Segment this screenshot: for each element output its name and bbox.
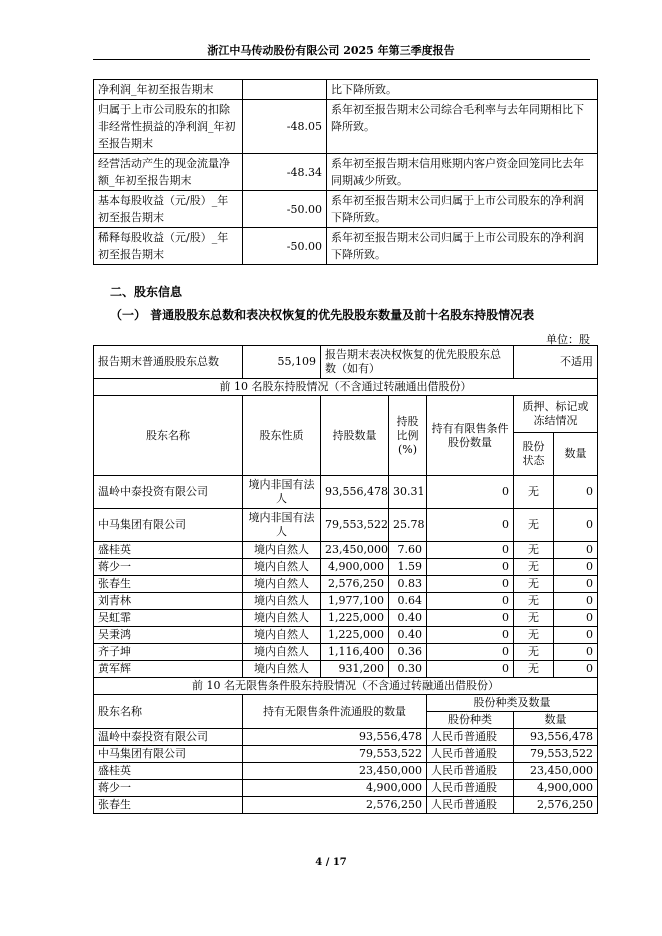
header-ratio: 持股比例(%) — [389, 396, 427, 476]
item-cell: 净利润_年初至报告期末 — [94, 80, 243, 100]
holder-name: 张春生 — [94, 576, 243, 593]
holder-nature: 境内自然人 — [243, 576, 321, 593]
item-cell: 基本每股收益（元/股）_年初至报告期末 — [94, 191, 243, 228]
table-row — [94, 797, 598, 814]
holder-nature: 境内自然人 — [243, 610, 321, 627]
table-row — [94, 191, 598, 228]
table-row — [94, 763, 598, 780]
holder-qty: 0 — [554, 593, 598, 610]
holder-qty: 0 — [554, 627, 598, 644]
holder-status: 无 — [514, 509, 554, 542]
table-row — [94, 644, 598, 661]
item-cell: 稀释每股收益（元/股）_年初至报告期末 — [94, 228, 243, 265]
holder-status: 无 — [514, 559, 554, 576]
holder-name: 黄军辉 — [94, 661, 243, 678]
holder-status: 无 — [514, 593, 554, 610]
holder-restricted: 0 — [427, 644, 514, 661]
unrestricted-shares: 23,450,000 — [243, 763, 427, 780]
unrestricted-qty: 2,576,250 — [514, 797, 598, 814]
unrestricted-shares: 79,553,522 — [243, 746, 427, 763]
unrestricted-header-type: 股份种类 — [427, 712, 514, 729]
unit-label: 单位：股 — [546, 333, 590, 346]
header-pledge-qty: 数量 — [554, 433, 598, 476]
holder-name: 齐子坤 — [94, 644, 243, 661]
holder-ratio: 30.31 — [389, 476, 427, 509]
holder-name: 盛桂英 — [94, 542, 243, 559]
holder-nature: 境内自然人 — [243, 644, 321, 661]
unrestricted-header-shares: 持有无限售条件流通股的数量 — [243, 695, 427, 729]
holder-ratio: 0.30 — [389, 661, 427, 678]
reason-cell: 系年初至报告期末公司综合毛利率与去年同期相比下降所致。 — [327, 100, 598, 154]
holder-status: 无 — [514, 627, 554, 644]
holder-restricted: 0 — [427, 627, 514, 644]
item-cell: 归属于上市公司股东的扣除非经常性损益的净利润_年初至报告期末 — [94, 100, 243, 154]
pref-value: 不适用 — [514, 346, 598, 379]
table-row — [94, 80, 598, 100]
unrestricted-header-type-group: 股份种类及数量 — [427, 695, 598, 712]
holder-status: 无 — [514, 576, 554, 593]
table-row — [94, 780, 598, 797]
unrestricted-title: 前 10 名无限售条件股东持股情况（不含通过转融通出借股份） — [94, 678, 598, 695]
table-row — [94, 542, 598, 559]
header-nature: 股东性质 — [243, 396, 321, 476]
holder-ratio: 0.64 — [389, 593, 427, 610]
table-row — [94, 154, 598, 191]
unrestricted-type: 人民币普通股 — [427, 780, 514, 797]
top10-title: 前 10 名股东持股情况（不含通过转融通出借股份） — [94, 379, 598, 396]
holder-status: 无 — [514, 610, 554, 627]
holder-name: 中马集团有限公司 — [94, 509, 243, 542]
header-divider — [93, 59, 590, 60]
holder-nature: 境内非国有法人 — [243, 476, 321, 509]
holder-ratio: 0.36 — [389, 644, 427, 661]
header-restricted: 持有有限售条件股份数量 — [427, 396, 514, 476]
table-row — [94, 509, 598, 542]
holder-ratio: 7.60 — [389, 542, 427, 559]
page-header: 浙江中马传动股份有限公司 2025 年第三季度报告 — [207, 44, 455, 57]
unrestricted-type: 人民币普通股 — [427, 746, 514, 763]
value-cell: -48.34 — [243, 154, 327, 191]
holder-restricted: 0 — [427, 559, 514, 576]
reason-cell: 系年初至报告期末信用账期内客户资金回笼同比去年同期减少所致。 — [327, 154, 598, 191]
holder-qty: 0 — [554, 476, 598, 509]
reason-cell: 比下降所致。 — [327, 80, 598, 100]
total-value: 55,109 — [243, 346, 321, 379]
table-row — [94, 100, 598, 154]
holder-qty: 0 — [554, 576, 598, 593]
header-row — [94, 396, 598, 433]
section-title: 二、股东信息 — [110, 285, 183, 299]
header-name: 股东名称 — [94, 396, 243, 476]
item-cell: 经营活动产生的现金流量净额_年初至报告期末 — [94, 154, 243, 191]
page-number: 4 / 17 — [315, 857, 347, 868]
table-row — [94, 661, 598, 678]
table-row — [94, 746, 598, 763]
unrestricted-type: 人民币普通股 — [427, 763, 514, 780]
holder-status: 无 — [514, 476, 554, 509]
holder-qty: 0 — [554, 542, 598, 559]
value-cell: -48.05 — [243, 100, 327, 154]
holder-shares: 931,200 — [321, 661, 389, 678]
table-row — [94, 678, 598, 695]
holder-shares: 93,556,478 — [321, 476, 389, 509]
holder-shares: 1,225,000 — [321, 610, 389, 627]
unrestricted-qty: 93,556,478 — [514, 729, 598, 746]
unrestricted-header-qty: 数量 — [514, 712, 598, 729]
unrestricted-name: 张春生 — [94, 797, 243, 814]
holder-restricted: 0 — [427, 593, 514, 610]
unrestricted-shares: 4,900,000 — [243, 780, 427, 797]
header-shares: 持股数量 — [321, 396, 389, 476]
holder-ratio: 0.40 — [389, 627, 427, 644]
holder-status: 无 — [514, 542, 554, 559]
holder-restricted: 0 — [427, 542, 514, 559]
table-row — [94, 346, 598, 379]
header-pledge-status: 股份状态 — [514, 433, 554, 476]
unrestricted-name: 温岭中泰投资有限公司 — [94, 729, 243, 746]
holder-nature: 境内自然人 — [243, 593, 321, 610]
holder-qty: 0 — [554, 661, 598, 678]
holder-name: 温岭中泰投资有限公司 — [94, 476, 243, 509]
table-row — [94, 559, 598, 576]
holder-restricted: 0 — [427, 509, 514, 542]
holder-shares: 23,450,000 — [321, 542, 389, 559]
unrestricted-qty: 4,900,000 — [514, 780, 598, 797]
holder-shares: 79,553,522 — [321, 509, 389, 542]
table-row — [94, 476, 598, 509]
reason-cell: 系年初至报告期末公司归属于上市公司股东的净利润下降所致。 — [327, 191, 598, 228]
unrestricted-name: 中马集团有限公司 — [94, 746, 243, 763]
table-row — [94, 610, 598, 627]
holder-nature: 境内非国有法人 — [243, 509, 321, 542]
unrestricted-name: 盛桂英 — [94, 763, 243, 780]
holder-nature: 境内自然人 — [243, 661, 321, 678]
holder-name: 吴秉鸿 — [94, 627, 243, 644]
holder-qty: 0 — [554, 644, 598, 661]
unrestricted-qty: 79,553,522 — [514, 746, 598, 763]
holder-ratio: 0.40 — [389, 610, 427, 627]
unrestricted-shares: 93,556,478 — [243, 729, 427, 746]
holder-restricted: 0 — [427, 661, 514, 678]
unrestricted-type: 人民币普通股 — [427, 797, 514, 814]
unrestricted-shares: 2,576,250 — [243, 797, 427, 814]
holder-restricted: 0 — [427, 610, 514, 627]
holder-nature: 境内自然人 — [243, 542, 321, 559]
holder-restricted: 0 — [427, 476, 514, 509]
holder-nature: 境内自然人 — [243, 559, 321, 576]
holder-restricted: 0 — [427, 576, 514, 593]
holder-ratio: 1.59 — [389, 559, 427, 576]
table-row — [94, 593, 598, 610]
table-row — [94, 729, 598, 746]
holder-shares: 1,116,400 — [321, 644, 389, 661]
table-row — [94, 379, 598, 396]
holder-status: 无 — [514, 644, 554, 661]
holder-ratio: 25.78 — [389, 509, 427, 542]
table-row — [94, 576, 598, 593]
holder-qty: 0 — [554, 509, 598, 542]
value-cell — [243, 80, 327, 100]
total-label: 报告期末普通股股东总数 — [94, 346, 243, 379]
holder-status: 无 — [514, 661, 554, 678]
holder-name: 蒋少一 — [94, 559, 243, 576]
holder-qty: 0 — [554, 559, 598, 576]
reason-cell: 系年初至报告期末公司归属于上市公司股东的净利润下降所致。 — [327, 228, 598, 265]
shareholders-table — [93, 345, 598, 814]
holder-qty: 0 — [554, 610, 598, 627]
holder-ratio: 0.83 — [389, 576, 427, 593]
change-reason-table — [93, 79, 598, 265]
holder-shares: 1,977,100 — [321, 593, 389, 610]
holder-nature: 境内自然人 — [243, 627, 321, 644]
holder-shares: 2,576,250 — [321, 576, 389, 593]
table-row — [94, 627, 598, 644]
header-row — [94, 695, 598, 712]
table-row — [94, 228, 598, 265]
subsection-title: （一） 普通股股东总数和表决权恢复的优先股股东数量及前十名股东持股情况表 — [110, 308, 535, 322]
unrestricted-qty: 23,450,000 — [514, 763, 598, 780]
header-pledge-group: 质押、标记或冻结情况 — [514, 396, 598, 433]
pref-label: 报告期末表决权恢复的优先股股东总数（如有） — [321, 346, 514, 379]
unrestricted-type: 人民币普通股 — [427, 729, 514, 746]
holder-shares: 4,900,000 — [321, 559, 389, 576]
value-cell: -50.00 — [243, 191, 327, 228]
unrestricted-header-name: 股东名称 — [94, 695, 243, 729]
holder-name: 吴虹霏 — [94, 610, 243, 627]
unrestricted-name: 蒋少一 — [94, 780, 243, 797]
value-cell: -50.00 — [243, 228, 327, 265]
holder-shares: 1,225,000 — [321, 627, 389, 644]
holder-name: 刘青林 — [94, 593, 243, 610]
